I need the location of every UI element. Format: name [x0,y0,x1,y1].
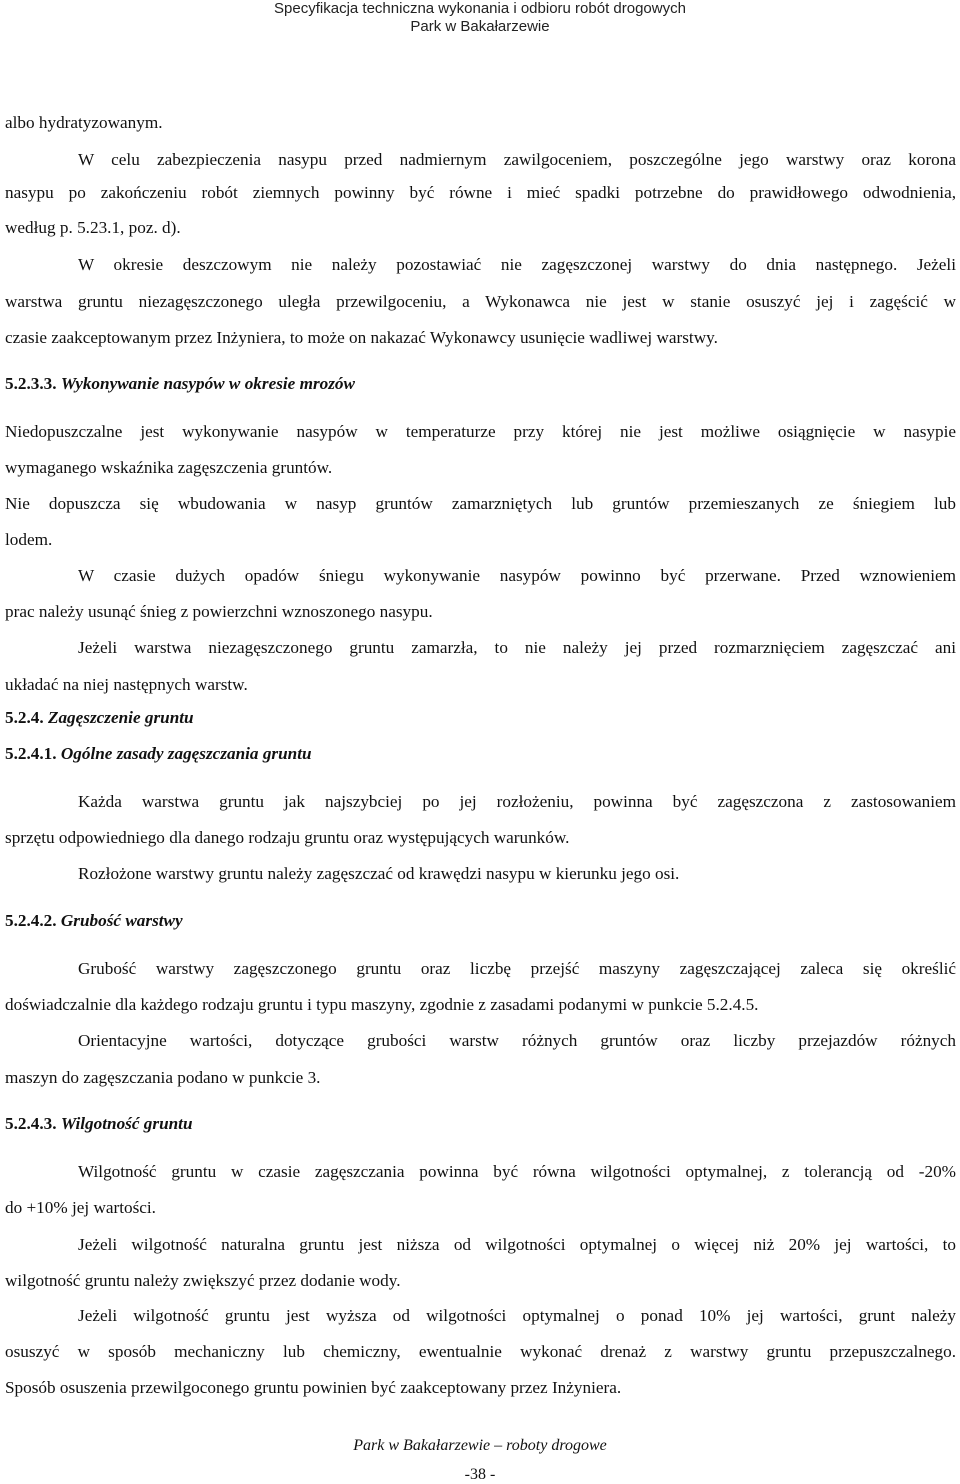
text-line: Wilgotność gruntu w czasie zagęszczania powinna być równa wilgotności optymalnej, z tolerancją od -20% [78,1162,956,1181]
text-line: albo hydratyzowanym. [5,113,163,132]
section-title: Grubość warstwy [60,911,183,930]
text-line: prac należy usunąć śnieg z powierzchni wznoszonego nasypu. [5,602,433,621]
text-line: wymaganego wskaźnika zagęszczenia gruntów. [5,458,333,477]
section-title: Zagęszczenie gruntu [47,708,194,727]
section-number: 5.2.4.3. [5,1114,57,1133]
section-heading-5-2-3-3 [5,374,355,394]
section-number: 5.2.3.3. [5,374,57,393]
text-line: Jeżeli wilgotność naturalna gruntu jest niższa od wilgotności optymalnej o więcej niż 20% jej wartości, to [78,1235,956,1254]
text-line: Niedopuszczalne jest wykonywanie nasypów w temperaturze przy której nie jest możliwe osiągnięcie w nasypie [5,422,956,441]
text-line: Każda warstwa gruntu jak najszybciej po jej rozłożeniu, powinna być zagęszczona z zastosowaniem [78,792,956,811]
text-line: Nie dopuszcza się wbudowania w nasyp gruntów zamarzniętych lub gruntów przemieszanych ze śniegiem lub [5,494,956,513]
text-line: maszyn do zagęszczania podano w punkcie 3. [5,1068,321,1087]
section-heading-5-2-4-1 [5,744,312,764]
text-line: Orientacyjne wartości, dotyczące grubości warstw różnych gruntów oraz liczby przejazdów różnych [78,1031,956,1050]
text-line: układać na niej następnych warstw. [5,675,248,694]
text-line: lodem. [5,530,53,549]
section-title: Wykonywanie nasypów w okresie mrozów [60,374,355,393]
section-number: 5.2.4. [5,708,44,727]
text-line: Jeżeli warstwa niezagęszczonego gruntu zamarzła, to nie należy jej przed rozmarznięciem zagęszczać ani [78,638,956,657]
section-title: Wilgotność gruntu [60,1114,193,1133]
text-line: według p. 5.23.1, poz. d). [5,218,181,237]
text-line: Rozłożone warstwy gruntu należy zagęszczać od krawędzi nasypu w kierunku jego osi. [78,864,680,883]
text-line: Sposób osuszenia przewilgoconego gruntu powinien być zaakceptowany przez Inżyniera. [5,1378,622,1397]
page-header-title: Specyfikacja techniczna wykonania i odbioru robót drogowych [274,0,686,17]
section-number: 5.2.4.1. [5,744,57,763]
section-number: 5.2.4.2. [5,911,57,930]
text-line: Jeżeli wilgotność gruntu jest wyższa od wilgotności optymalnej o ponad 10% jej wartości, grunt należy [78,1306,956,1325]
text-line: do +10% jej wartości. [5,1198,156,1217]
text-line: Grubość warstwy zagęszczonego gruntu oraz liczbę przejść maszyny zagęszczającej zaleca się określić [78,959,956,978]
page-header-subtitle: Park w Bakałarzewie [410,18,550,35]
text-line: W okresie deszczowym nie należy pozostawiać nie zagęszczonej warstwy do dnia następnego. Jeżeli [78,255,956,274]
text-line: wilgotność gruntu należy zwiększyć przez dodanie wody. [5,1271,401,1290]
section-heading-5-2-4-3 [5,1114,193,1134]
text-line: doświadczalnie dla każdego rodzaju gruntu i typu maszyny, zgodnie z zasadami podanymi w punkcie 5.2.4.5. [5,995,759,1014]
section-heading-5-2-4 [5,708,194,728]
text-line: warstwa gruntu niezagęszczonego uległa przewilgoceniu, a Wykonawca nie jest w stanie osuszyć jej i zagęścić w [5,292,956,311]
page-number: -38 - [464,1466,496,1483]
text-line: nasypu po zakończeniu robót ziemnych powinny być równe i mieć spadki potrzebne do prawidłowego odwodnienia, [5,183,956,202]
text-line: W celu zabezpieczenia nasypu przed nadmiernym zawilgoceniem, poszczególne jego warstwy oraz korona [78,150,956,169]
page-footer: Park w Bakałarzewie – roboty drogowe [353,1437,607,1454]
text-line: osuszyć w sposób mechaniczny lub chemiczny, ewentualnie wykonać drenaż z warstwy gruntu przepuszczalnego. [5,1342,956,1361]
section-heading-5-2-4-2 [5,911,183,931]
text-line: czasie zaakceptowanym przez Inżyniera, to może on nakazać Wykonawcy usunięcie wadliwej warstwy. [5,328,718,347]
text-line: sprzętu odpowiedniego dla danego rodzaju gruntu oraz występujących warunków. [5,828,570,847]
text-line: W czasie dużych opadów śniegu wykonywanie nasypów powinno być przerwane. Przed wznowieniem [78,566,956,585]
section-title: Ogólne zasady zagęszczania gruntu [60,744,312,763]
